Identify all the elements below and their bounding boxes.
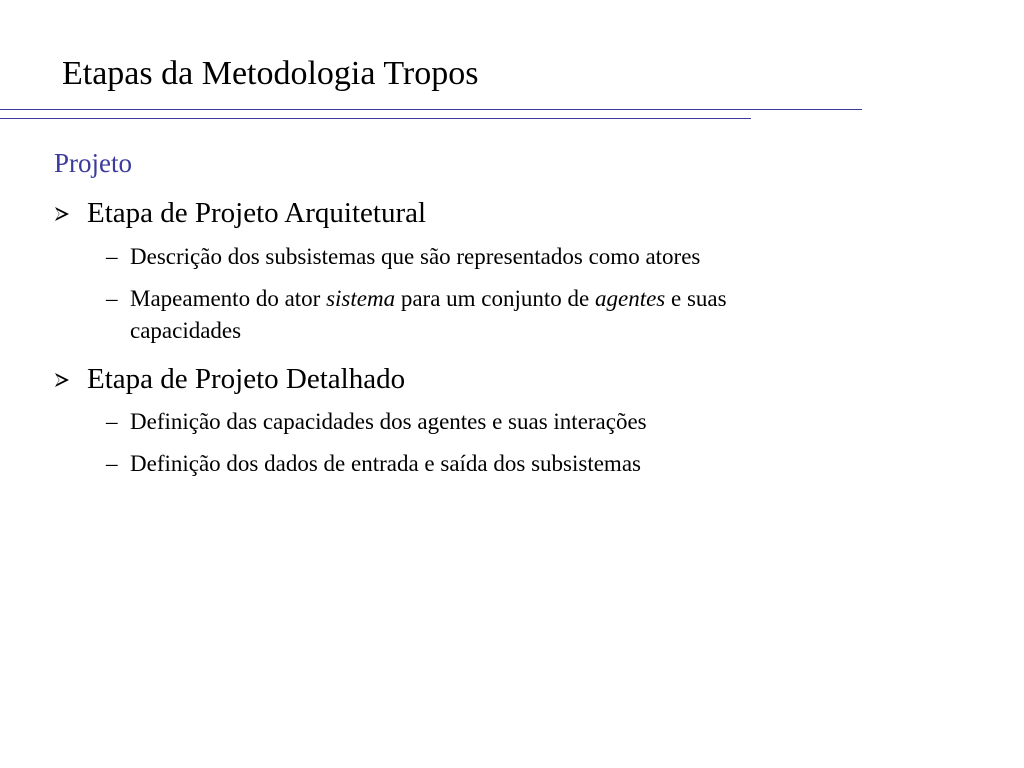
subitem-dash: – (106, 244, 118, 269)
subitem-mapeamento-ator (106, 283, 886, 347)
subitem-text-continuation: capacidades (130, 318, 242, 343)
subitem-dash: – (106, 286, 118, 311)
subitem-text-part2: para um conjunto de (395, 286, 595, 311)
bullet-label: Etapa de Projeto Arquitetural (87, 197, 427, 229)
bullet-label: Etapa de Projeto Detalhado (87, 363, 406, 395)
subitem-descricao-subsistemas (106, 241, 886, 273)
title-underline-long (0, 109, 862, 110)
arrowhead-bullet-icon (54, 206, 70, 222)
section-heading: Projeto (54, 148, 132, 178)
slide-title: Etapas da Metodologia Tropos (62, 55, 479, 92)
subitem-dash: – (106, 409, 118, 434)
subitem-definicao-dados (106, 448, 886, 480)
subitem-dash: – (106, 451, 118, 476)
subitem-text: Descrição dos subsistemas que são representados como atores (130, 244, 701, 269)
subitem-emphasis-sistema: sistema (326, 286, 396, 311)
subitem-emphasis-agentes: agentes (595, 286, 666, 311)
subitem-text: Definição das capacidades dos agentes e suas interações (130, 409, 647, 434)
subitem-text-part3: e suas (665, 286, 727, 311)
subitem-definicao-capacidades (106, 406, 886, 438)
title-underline-short (0, 118, 751, 119)
arrowhead-bullet-icon (54, 372, 70, 388)
subitem-text: Definição dos dados de entrada e saída dos subsistemas (130, 451, 641, 476)
subitem-text-part1: Mapeamento do ator (130, 286, 327, 311)
